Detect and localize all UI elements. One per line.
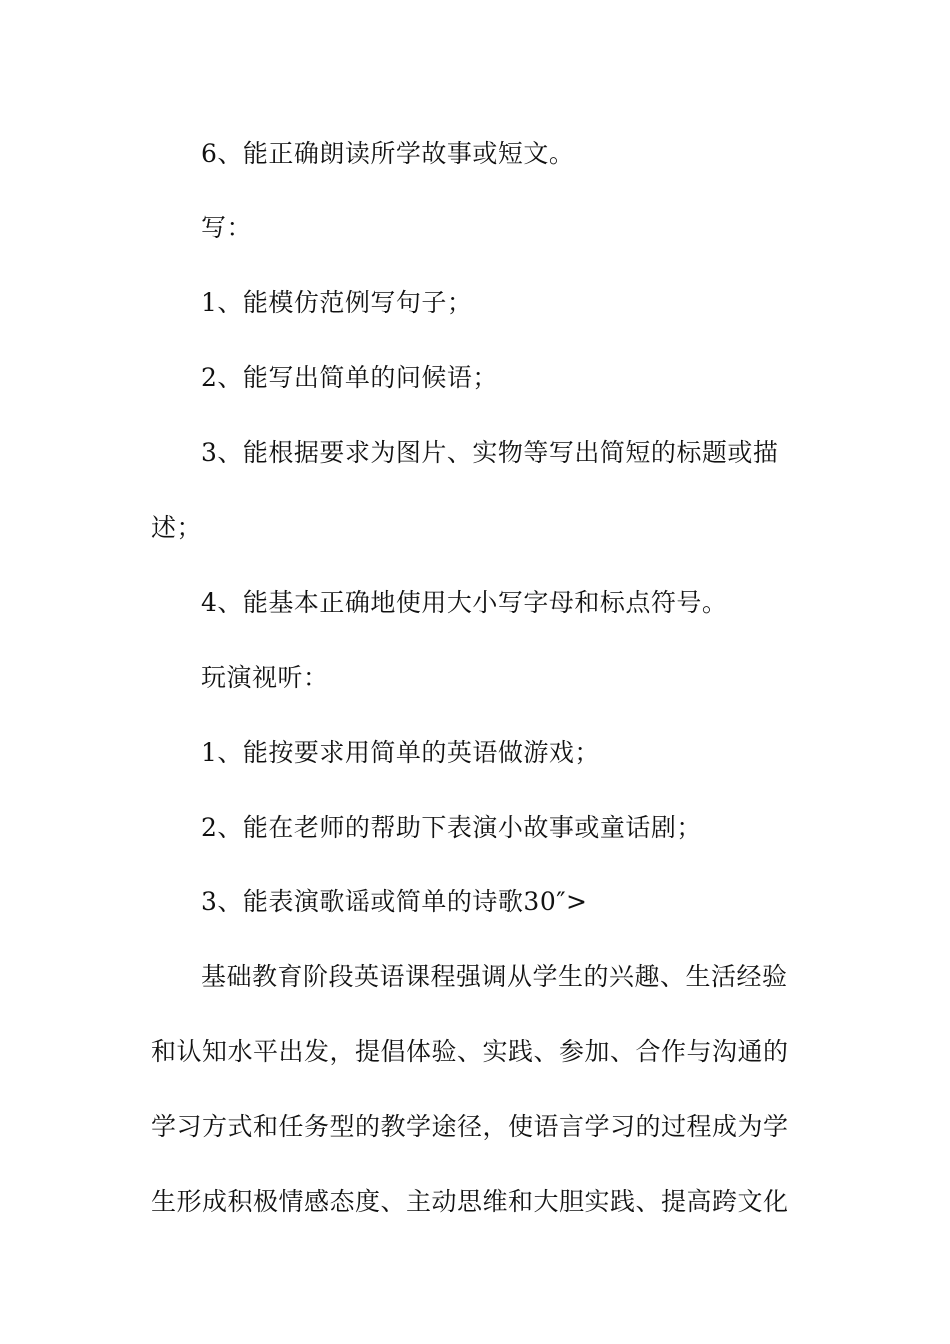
text-line: 3、能表演歌谣或简单的诗歌30″> [201,887,588,916]
text-line: 4、能基本正确地使用大小写字母和标点符号。 [201,588,728,617]
text-line: 2、能在老师的帮助下表演小故事或童话剧； [201,813,702,842]
section-heading-write: 写： [201,213,253,242]
text-line: 1、能模仿范例写句子； [201,288,473,317]
text-line: 1、能按要求用简单的英语做游戏； [201,738,600,767]
section-heading-play: 玩演视听： [201,663,329,692]
text-line: 2、能写出简单的问候语； [201,363,498,392]
paragraph-line: 和认知水平出发，提倡体验、实践、参加、合作与沟通的 [151,1037,789,1066]
text-line: 6、能正确朗读所学故事或短文。 [201,139,575,168]
paragraph-line: 学习方式和任务型的教学途径，使语言学习的过程成为学 [151,1112,789,1141]
text-line: 3、能根据要求为图片、实物等写出简短的标题或描 [201,438,779,467]
paragraph-line: 生形成积极情感态度、主动思维和大胆实践、提高跨文化 [151,1187,789,1216]
text-line-continuation: 述； [151,513,203,542]
paragraph-line: 基础教育阶段英语课程强调从学生的兴趣、生活经验 [201,962,788,991]
